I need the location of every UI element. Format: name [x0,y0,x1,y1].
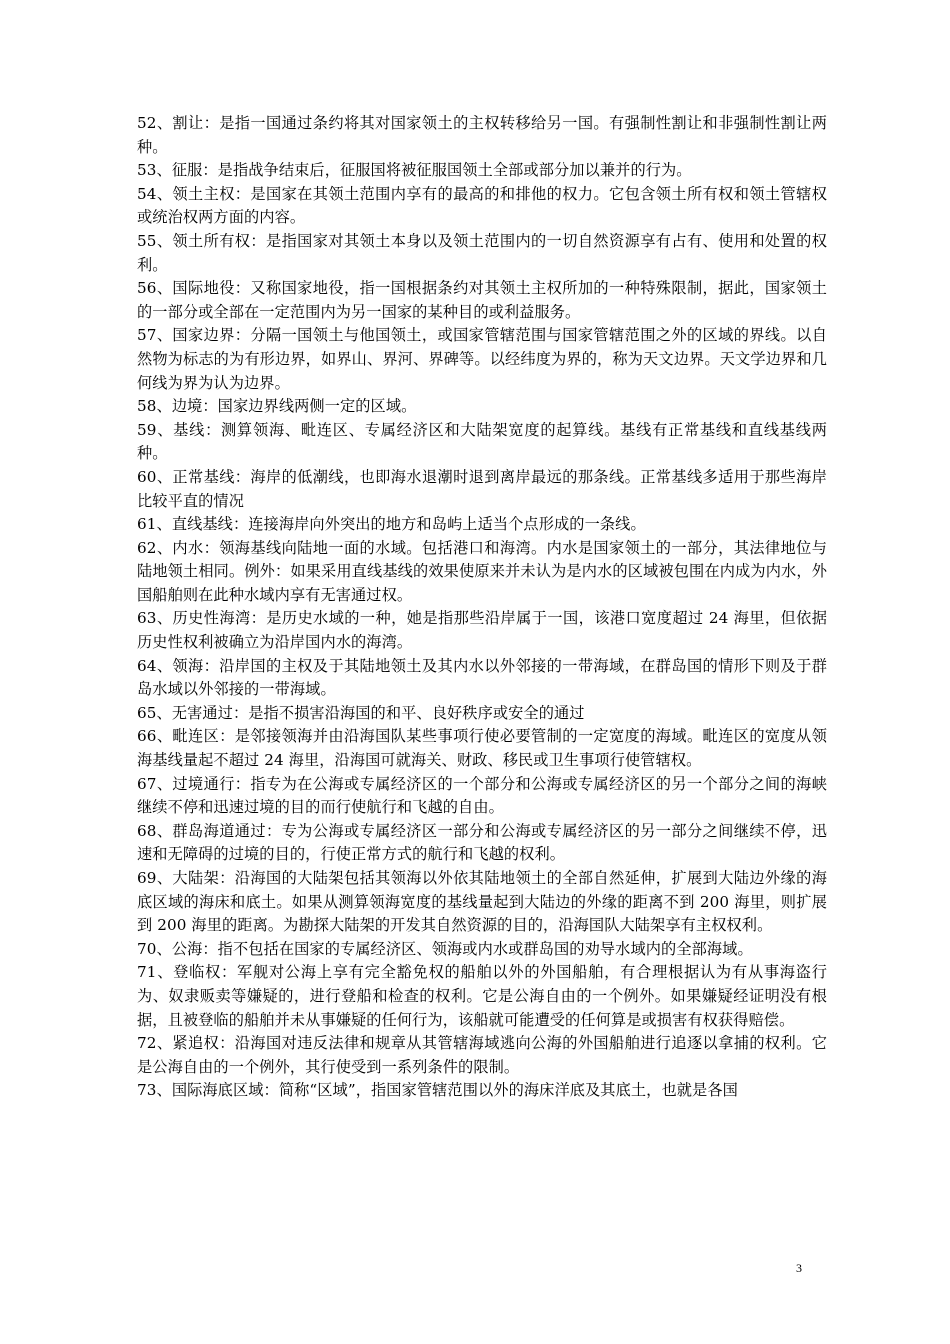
entry-73: 73、国际海底区域：简称“区域”，指国家管辖范围以外的海床洋底及其底土，也就是各国 [137,1081,738,1100]
entry-66: 66、毗连区：是邻接领海并由沿海国队某些事项行使必要管制的一定宽度的海域。毗连区的宽度从领海基线量起不超过 24 海里，沿海国可就海关、财政、移民或卫生事项行使管辖权。 [137,727,827,770]
entry-71: 71、登临权：军舰对公海上享有完全豁免权的船舶以外的外国船舶，有合理根据认为有从事海盗行为、奴隶贩卖等嫌疑的，进行登船和检查的权利。它是公海自由的一个例外。如果嫌疑经证明没有根据，且被登临的船舶并未从事嫌疑的任何行为，该船就可能遭受的任何算是或损害有权获得赔偿。 [137,963,827,1029]
entry-61: 61、直线基线：连接海岸向外突出的地方和岛屿上适当个点形成的一条线。 [137,515,646,534]
entry-70: 70、公海：指不包括在国家的专属经济区、领海或内水或群岛国的劝导水域内的全部海域。 [137,939,753,958]
page-number: 3 [796,1261,802,1275]
entry-60: 60、正常基线：海岸的低潮线，也即海水退潮时退到离岸最远的那条线。正常基线多适用于那些海岸比较平直的情况 [137,467,827,510]
entry-64: 64、领海：沿岸国的主权及于其陆地领土及其内水以外邻接的一带海域，在群岛国的情形下则及于群岛水域以外邻接的一带海域。 [137,656,827,699]
entry-56: 56、国际地役：又称国家地役，指一国根据条约对其领土主权所加的一种特殊限制，据此，国家领土的一部分或全部在一定范围内为另一国家的某种目的或利益服务。 [137,279,827,321]
entry-67: 67、过境通行：指专为在公海或专属经济区的一个部分和公海或专属经济区的另一个部分之间的海峡继续不停和迅速过境的目的而行使航行和飞越的自由。 [137,774,827,817]
entry-57: 57、国家边界：分隔一国领土与他国领土，或国家管辖范围与国家管辖范围之外的区域的界线。以自然物为标志的为有形边界，如界山、界河、界碑等。以经纬度为界的，称为天文边界。天文学边界和几何线为界为认为边界。 [137,326,827,392]
entry-62: 62、内水：领海基线向陆地一面的水域。包括港口和海湾。内水是国家领土的一部分，其法律地位与陆地领土相同。例外：如果采用直线基线的效果使原来并未认为是内水的区域被包围在内成为内水，外国船舶则在此种水域内享有无害通过权。 [137,538,827,604]
entry-55: 55、领土所有权：是指国家对其领土本身以及领土范围内的一切自然资源享有占有、使用和处置的权利。 [137,231,827,274]
document-body [137,112,827,1103]
entry-59: 59、基线：测算领海、毗连区、专属经济区和大陆架宽度的起算线。基线有正常基线和直线基线两种。 [137,420,827,463]
entry-52: 52、割让：是指一国通过条约将其对国家领土的主权转移给另一国。有强制性割让和非强制性割让两种。 [137,114,827,156]
entry-63: 63、历史性海湾：是历史水域的一种，她是指那些沿岸属于一国，该港口宽度超过 24 海里，但依据历史性权利被确立为沿岸国内水的海湾。 [137,609,827,652]
entry-72: 72、紧追权：沿海国对违反法律和规章从其管辖海域逃向公海的外国船舶进行追逐以拿捕的权利。它是公海自由的一个例外，其行使受到一系列条件的限制。 [137,1034,827,1076]
entry-58: 58、边境：国家边界线两侧一定的区域。 [137,397,417,416]
entry-69: 69、大陆架：沿海国的大陆架包括其领海以外依其陆地领土的全部自然延伸，扩展到大陆边外缘的海底区域的海床和底土。如果从测算领海宽度的基线量起到大陆边的外缘的距离不到 200 海里，则扩展到 200 海里的距离。为勘探大陆架的开发其自然资源的目的，沿海国队大陆架享有主权权利。 [137,869,827,935]
entry-68: 68、群岛海道通过：专为公海或专属经济区一部分和公海或专属经济区的另一部分之间继续不停，迅速和无障碍的过境的目的，行使正常方式的航行和飞越的权利。 [137,821,827,864]
entry-54: 54、领土主权：是国家在其领土范围内享有的最高的和排他的权力。它包含领土所有权和领土管辖权或统治权两方面的内容。 [137,184,827,227]
entry-65: 65、无害通过：是指不损害沿海国的和平、良好秩序或安全的通过 [137,703,585,722]
entry-53: 53、征服：是指战争结束后，征服国将被征服国领土全部或部分加以兼并的行为。 [137,161,692,180]
